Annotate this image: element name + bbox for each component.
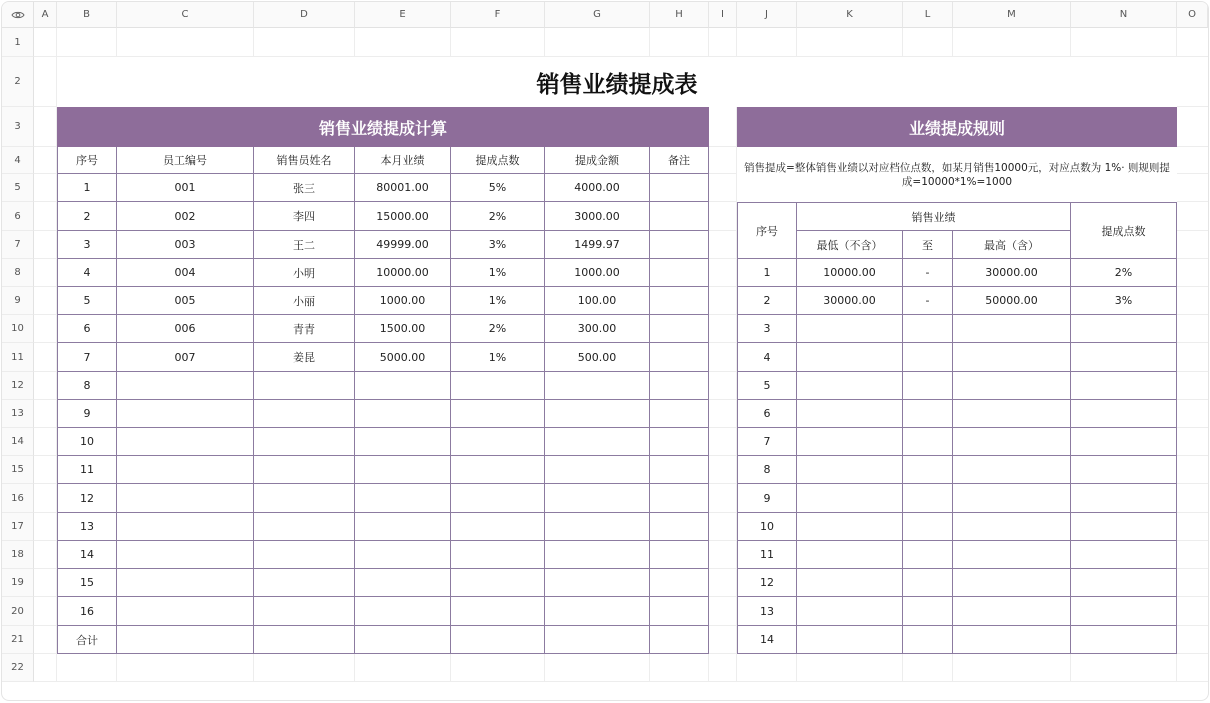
left-table-cell[interactable]: 1% <box>451 259 545 287</box>
left-table-cell[interactable] <box>355 372 451 400</box>
left-table-cell[interactable] <box>545 569 650 597</box>
right-table-cell[interactable] <box>903 569 953 597</box>
right-table-cell[interactable] <box>903 456 953 484</box>
column-header-b[interactable]: B <box>57 2 117 28</box>
right-table-cell[interactable]: 6 <box>737 400 797 428</box>
left-table-cell[interactable] <box>545 541 650 569</box>
left-table-cell[interactable]: 4000.00 <box>545 174 650 202</box>
right-table-cell[interactable] <box>953 372 1071 400</box>
left-table-cell[interactable] <box>451 597 545 626</box>
left-table-cell[interactable] <box>650 456 709 484</box>
right-table-cell[interactable] <box>1071 400 1177 428</box>
left-table-cell[interactable]: 002 <box>117 202 254 231</box>
left-table-cell[interactable]: 2 <box>57 202 117 231</box>
left-table-cell[interactable] <box>650 372 709 400</box>
right-banner: 业绩提成规则 <box>737 107 1177 147</box>
right-table-cell[interactable]: 30000.00 <box>953 259 1071 287</box>
right-table-cell[interactable] <box>797 597 903 626</box>
right-table-cell[interactable] <box>953 597 1071 626</box>
left-table-cell[interactable] <box>451 569 545 597</box>
left-table-cell[interactable]: 006 <box>117 315 254 343</box>
row-header-9[interactable]: 9 <box>2 287 34 315</box>
left-table-cell[interactable] <box>650 513 709 541</box>
left-table-cell[interactable] <box>545 484 650 513</box>
left-header-cell[interactable]: 销售员姓名 <box>254 147 355 174</box>
row-header-2[interactable]: 2 <box>2 57 34 107</box>
spreadsheet[interactable] <box>1 1 1209 701</box>
left-table-cell[interactable] <box>254 372 355 400</box>
left-table-cell[interactable]: 100.00 <box>545 287 650 315</box>
right-table-cell[interactable] <box>903 400 953 428</box>
column-header-c[interactable]: C <box>117 2 254 28</box>
right-table-cell[interactable] <box>797 315 903 343</box>
left-table-cell[interactable]: 3000.00 <box>545 202 650 231</box>
row-header-18[interactable]: 18 <box>2 541 34 569</box>
column-header-d[interactable]: D <box>254 2 355 28</box>
row-header-11[interactable]: 11 <box>2 343 34 372</box>
left-table-cell[interactable] <box>451 400 545 428</box>
left-table-cell[interactable]: 1 <box>57 174 117 202</box>
left-table-cell[interactable] <box>254 484 355 513</box>
left-table-cell[interactable]: 3 <box>57 231 117 259</box>
right-table-cell[interactable] <box>1071 315 1177 343</box>
right-table-cell[interactable]: 50000.00 <box>953 287 1071 315</box>
row-header-3[interactable]: 3 <box>2 107 34 147</box>
row-header-4[interactable]: 4 <box>2 147 34 174</box>
right-table-cell[interactable] <box>797 456 903 484</box>
left-table-cell[interactable]: 合计 <box>57 626 117 654</box>
left-table-cell[interactable] <box>451 372 545 400</box>
right-table-cell[interactable]: 7 <box>737 428 797 456</box>
left-table-cell[interactable] <box>650 343 709 372</box>
right-table-cell[interactable] <box>1071 513 1177 541</box>
right-table-cell[interactable]: 10 <box>737 513 797 541</box>
left-header-cell[interactable]: 提成金额 <box>545 147 650 174</box>
right-table-cell[interactable] <box>953 456 1071 484</box>
left-table-cell[interactable]: 49999.00 <box>355 231 451 259</box>
left-table-cell[interactable] <box>650 541 709 569</box>
right-table-cell[interactable] <box>1071 541 1177 569</box>
left-table-cell[interactable]: 青青 <box>254 315 355 343</box>
right-table-cell[interactable] <box>953 315 1071 343</box>
row-header-15[interactable]: 15 <box>2 456 34 484</box>
column-header-e[interactable]: E <box>355 2 451 28</box>
left-table-cell[interactable]: 小丽 <box>254 287 355 315</box>
right-table-cell[interactable] <box>903 315 953 343</box>
column-header-k[interactable]: K <box>797 2 903 28</box>
right-table-cell[interactable] <box>953 541 1071 569</box>
left-table-cell[interactable] <box>451 626 545 654</box>
left-table-cell[interactable] <box>254 597 355 626</box>
left-table-cell[interactable] <box>254 513 355 541</box>
left-table-cell[interactable]: 9 <box>57 400 117 428</box>
left-table-cell[interactable] <box>355 626 451 654</box>
left-header-cell[interactable]: 本月业绩 <box>355 147 451 174</box>
right-table-cell[interactable]: 5 <box>737 372 797 400</box>
rule-text: 销售提成=整体销售业绩以对应档位点数，如某月销售10000元，对应点数为 1%· 则规则提成=10000*1%=1000 <box>737 147 1177 202</box>
right-table-cell[interactable]: 10000.00 <box>797 259 903 287</box>
left-table-cell[interactable] <box>117 626 254 654</box>
left-table-cell[interactable]: 300.00 <box>545 315 650 343</box>
left-table-cell[interactable] <box>451 484 545 513</box>
right-table-cell[interactable] <box>953 400 1071 428</box>
left-table-cell[interactable]: 王二 <box>254 231 355 259</box>
right-table-cell[interactable] <box>953 513 1071 541</box>
left-table-cell[interactable] <box>254 400 355 428</box>
right-table-cell[interactable] <box>953 569 1071 597</box>
left-table-cell[interactable]: 2% <box>451 202 545 231</box>
right-table-cell[interactable]: 11 <box>737 541 797 569</box>
left-table-cell[interactable]: 80001.00 <box>355 174 451 202</box>
row-header-17[interactable]: 17 <box>2 513 34 541</box>
column-header-a[interactable]: A <box>34 2 57 28</box>
right-table-cell[interactable] <box>797 626 903 654</box>
left-table-cell[interactable]: 005 <box>117 287 254 315</box>
left-table-cell[interactable]: 小明 <box>254 259 355 287</box>
left-table-cell[interactable]: 姜昆 <box>254 343 355 372</box>
left-table-cell[interactable]: 张三 <box>254 174 355 202</box>
row-header-8[interactable]: 8 <box>2 259 34 287</box>
left-table-cell[interactable]: 10000.00 <box>355 259 451 287</box>
left-table-cell[interactable]: 1000.00 <box>545 259 650 287</box>
right-table-cell[interactable] <box>903 513 953 541</box>
column-header-i[interactable]: I <box>709 2 737 28</box>
left-table-cell[interactable]: 1% <box>451 287 545 315</box>
left-table-cell[interactable] <box>254 541 355 569</box>
left-table-cell[interactable] <box>355 456 451 484</box>
left-banner: 销售业绩提成计算 <box>57 107 709 147</box>
column-header-f[interactable]: F <box>451 2 545 28</box>
left-table-cell[interactable] <box>117 541 254 569</box>
right-header-low[interactable]: 最低（不含） <box>797 231 903 259</box>
right-table-cell[interactable]: 14 <box>737 626 797 654</box>
row-header-19[interactable]: 19 <box>2 569 34 597</box>
sheet-title: 销售业绩提成表 <box>57 57 1177 107</box>
left-table-cell[interactable]: 004 <box>117 259 254 287</box>
row-header-20[interactable]: 20 <box>2 597 34 626</box>
left-table-cell[interactable] <box>650 231 709 259</box>
row-header-14[interactable]: 14 <box>2 428 34 456</box>
row-header-1[interactable]: 1 <box>2 28 34 57</box>
left-table-cell[interactable]: 1% <box>451 343 545 372</box>
row-header-22[interactable]: 22 <box>2 654 34 682</box>
left-table-cell[interactable] <box>650 259 709 287</box>
left-table-cell[interactable] <box>650 626 709 654</box>
right-table-cell[interactable] <box>903 428 953 456</box>
right-table-cell[interactable] <box>1071 626 1177 654</box>
right-table-cell[interactable] <box>1071 484 1177 513</box>
left-table-cell[interactable] <box>355 513 451 541</box>
right-table-cell[interactable] <box>903 541 953 569</box>
left-table-cell[interactable] <box>545 372 650 400</box>
left-table-cell[interactable] <box>545 456 650 484</box>
right-table-cell[interactable]: 2% <box>1071 259 1177 287</box>
left-table-cell[interactable] <box>117 597 254 626</box>
left-table-cell[interactable]: 5000.00 <box>355 343 451 372</box>
left-table-cell[interactable]: 15000.00 <box>355 202 451 231</box>
right-header-group[interactable]: 销售业绩 <box>797 202 1071 231</box>
column-header-h[interactable]: H <box>650 2 709 28</box>
left-table-cell[interactable] <box>545 513 650 541</box>
left-table-cell[interactable]: 10 <box>57 428 117 456</box>
left-table-cell[interactable]: 8 <box>57 372 117 400</box>
right-table-cell[interactable]: 12 <box>737 569 797 597</box>
left-table-cell[interactable] <box>117 372 254 400</box>
left-header-cell[interactable]: 员工编号 <box>117 147 254 174</box>
left-table-cell[interactable] <box>650 400 709 428</box>
right-table-cell[interactable]: 1 <box>737 259 797 287</box>
right-table-cell[interactable] <box>797 513 903 541</box>
left-table-cell[interactable] <box>650 202 709 231</box>
right-table-cell[interactable] <box>903 372 953 400</box>
right-table-cell[interactable]: 4 <box>737 343 797 372</box>
left-table-cell[interactable]: 2% <box>451 315 545 343</box>
column-header-m[interactable]: M <box>953 2 1071 28</box>
left-table-cell[interactable] <box>254 456 355 484</box>
right-header-rate[interactable]: 提成点数 <box>1071 202 1177 259</box>
gridline-h <box>34 681 1208 682</box>
right-table-cell[interactable] <box>953 484 1071 513</box>
right-table-cell[interactable] <box>1071 372 1177 400</box>
right-table-cell[interactable] <box>903 626 953 654</box>
left-table-cell[interactable] <box>545 428 650 456</box>
column-header-l[interactable]: L <box>903 2 953 28</box>
left-header-cell[interactable]: 序号 <box>57 147 117 174</box>
right-table-cell[interactable] <box>953 428 1071 456</box>
left-table-cell[interactable] <box>355 541 451 569</box>
left-table-cell[interactable] <box>650 287 709 315</box>
left-table-cell[interactable] <box>451 541 545 569</box>
row-header-6[interactable]: 6 <box>2 202 34 231</box>
right-table-cell[interactable] <box>1071 343 1177 372</box>
left-table-cell[interactable]: 14 <box>57 541 117 569</box>
left-table-cell[interactable]: 007 <box>117 343 254 372</box>
left-table-cell[interactable] <box>451 428 545 456</box>
right-table-cell[interactable] <box>1071 456 1177 484</box>
left-table-cell[interactable] <box>117 484 254 513</box>
select-all-corner[interactable] <box>2 2 34 28</box>
right-table-cell[interactable] <box>1071 428 1177 456</box>
right-table-cell[interactable] <box>797 541 903 569</box>
left-table-cell[interactable] <box>254 428 355 456</box>
column-header-g[interactable]: G <box>545 2 650 28</box>
row-header-10[interactable]: 10 <box>2 315 34 343</box>
left-table-cell[interactable]: 1499.97 <box>545 231 650 259</box>
left-table-cell[interactable] <box>545 400 650 428</box>
left-table-cell[interactable] <box>254 569 355 597</box>
right-table-cell[interactable]: 3 <box>737 315 797 343</box>
left-table-cell[interactable]: 5% <box>451 174 545 202</box>
right-table-cell[interactable] <box>903 343 953 372</box>
right-table-cell[interactable] <box>797 372 903 400</box>
right-table-cell[interactable]: 2 <box>737 287 797 315</box>
left-header-cell[interactable]: 备注 <box>650 147 709 174</box>
column-header-n[interactable]: N <box>1071 2 1177 28</box>
right-table-cell[interactable] <box>903 597 953 626</box>
row-header-7[interactable]: 7 <box>2 231 34 259</box>
right-table-cell[interactable] <box>797 400 903 428</box>
column-header-o[interactable]: O <box>1177 2 1208 28</box>
right-table-cell[interactable]: - <box>903 259 953 287</box>
left-table-cell[interactable] <box>117 569 254 597</box>
left-table-cell[interactable] <box>355 569 451 597</box>
right-table-cell[interactable] <box>797 343 903 372</box>
left-table-cell[interactable]: 3% <box>451 231 545 259</box>
right-table-cell[interactable]: 3% <box>1071 287 1177 315</box>
left-table-cell[interactable] <box>650 569 709 597</box>
row-header-16[interactable]: 16 <box>2 484 34 513</box>
left-table-cell[interactable] <box>355 484 451 513</box>
left-table-cell[interactable] <box>451 513 545 541</box>
left-table-cell[interactable]: 13 <box>57 513 117 541</box>
left-table-cell[interactable] <box>355 428 451 456</box>
left-table-cell[interactable]: 003 <box>117 231 254 259</box>
right-table-cell[interactable] <box>903 484 953 513</box>
left-header-cell[interactable]: 提成点数 <box>451 147 545 174</box>
right-header-high[interactable]: 最高（含） <box>953 231 1071 259</box>
left-table-cell[interactable]: 1000.00 <box>355 287 451 315</box>
right-table-cell[interactable] <box>953 343 1071 372</box>
right-header-to[interactable]: 至 <box>903 231 953 259</box>
left-table-cell[interactable] <box>650 428 709 456</box>
right-table-cell[interactable]: 30000.00 <box>797 287 903 315</box>
left-table-cell[interactable]: 5 <box>57 287 117 315</box>
left-table-cell[interactable] <box>254 626 355 654</box>
left-table-cell[interactable] <box>355 400 451 428</box>
right-table-cell[interactable]: 13 <box>737 597 797 626</box>
left-table-cell[interactable] <box>451 456 545 484</box>
left-table-cell[interactable]: 李四 <box>254 202 355 231</box>
left-table-cell[interactable]: 12 <box>57 484 117 513</box>
left-table-cell[interactable] <box>650 315 709 343</box>
right-table-cell[interactable] <box>1071 569 1177 597</box>
row-header-13[interactable]: 13 <box>2 400 34 428</box>
row-header-21[interactable]: 21 <box>2 626 34 654</box>
left-table-cell[interactable] <box>545 597 650 626</box>
left-table-cell[interactable] <box>117 513 254 541</box>
left-table-cell[interactable]: 6 <box>57 315 117 343</box>
left-table-cell[interactable]: 11 <box>57 456 117 484</box>
left-table-cell[interactable]: 15 <box>57 569 117 597</box>
right-table-cell[interactable] <box>1071 597 1177 626</box>
right-header-index[interactable]: 序号 <box>737 202 797 259</box>
left-table-cell[interactable] <box>650 174 709 202</box>
eye-icon <box>11 10 25 20</box>
right-table-cell[interactable] <box>797 428 903 456</box>
right-table-cell[interactable] <box>953 626 1071 654</box>
left-table-cell[interactable]: 1500.00 <box>355 315 451 343</box>
left-table-cell[interactable] <box>355 597 451 626</box>
left-table-cell[interactable] <box>117 456 254 484</box>
left-table-cell[interactable] <box>117 400 254 428</box>
left-table-cell[interactable]: 001 <box>117 174 254 202</box>
right-table-cell[interactable]: 9 <box>737 484 797 513</box>
left-table-cell[interactable] <box>117 428 254 456</box>
row-header-12[interactable]: 12 <box>2 372 34 400</box>
left-table-cell[interactable] <box>650 597 709 626</box>
column-header-j[interactable]: J <box>737 2 797 28</box>
left-table-cell[interactable]: 7 <box>57 343 117 372</box>
right-table-cell[interactable]: 8 <box>737 456 797 484</box>
row-header-5[interactable]: 5 <box>2 174 34 202</box>
left-table-cell[interactable] <box>650 484 709 513</box>
left-table-cell[interactable]: 16 <box>57 597 117 626</box>
right-table-cell[interactable] <box>797 484 903 513</box>
left-table-cell[interactable]: 4 <box>57 259 117 287</box>
right-table-cell[interactable] <box>797 569 903 597</box>
left-table-cell[interactable]: 500.00 <box>545 343 650 372</box>
right-table-cell[interactable]: - <box>903 287 953 315</box>
left-table-cell[interactable] <box>545 626 650 654</box>
